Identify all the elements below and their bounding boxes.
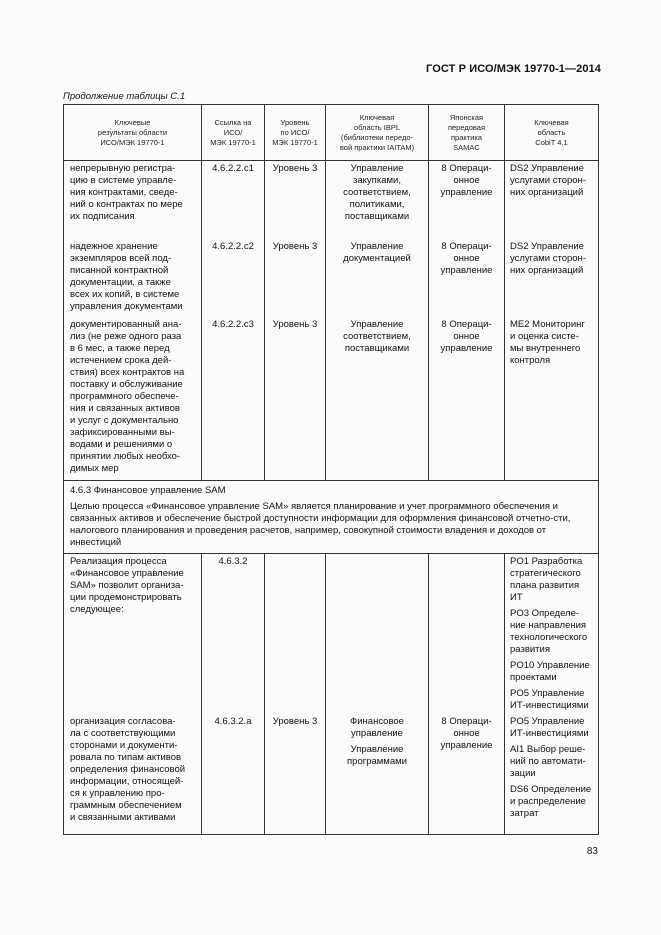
cobit-cell: DS2 Управление услугами сторон- них организаций xyxy=(505,161,599,239)
col-header-samac: Японская передовая практика SAMAC xyxy=(429,105,505,161)
section-description: Целью процесса «Финансовое управление SAM» является планирование и учет программного обеспечения и связанных активов и обеспечение быстрой доступности информации для оформления финансовой отчетно-сти, налогового планирования и проведения расчетов, например, совокупной стоимости владения и доходов от инвестиций xyxy=(70,501,571,548)
table-row xyxy=(64,317,599,481)
col-header-cobit: Ключевая область CobiT 4.1 xyxy=(505,105,599,161)
reference-cell: 4.6.2.2.c3 xyxy=(202,317,265,481)
mapping-table xyxy=(63,104,599,835)
col-header-ibpl: Ключевая область IBPL (библиотеки передо- вой практики IAITAM) xyxy=(326,105,429,161)
cobit-entry: PO5 Управление ИТ-инвестициями xyxy=(510,688,589,711)
col-header-level: Уровень по ИСО/ МЭК 19770-1 xyxy=(265,105,326,161)
ibpl-cell xyxy=(326,714,429,834)
table-row xyxy=(64,554,599,715)
result-cell: организация согласова- ла с соответствующими сторонами и документи- ровала по типам активов определения финансовой информации, относящей- ся к управлению про- граммным обеспечением и связанными активами xyxy=(64,714,202,834)
cobit-cell: DS2 Управление услугами сторон- них организаций xyxy=(505,239,599,317)
level-cell: Уровень 3 xyxy=(265,161,326,239)
reference-cell: 4.6.3.2.a xyxy=(202,714,265,834)
ibpl-cell: Управление соответствием, поставщиками xyxy=(326,317,429,481)
samac-cell: 8 Операци- онное управление xyxy=(429,161,505,239)
level-cell: Уровень 3 xyxy=(265,714,326,834)
samac-cell: 8 Операци- онное управление xyxy=(429,317,505,481)
ibpl-entry: Финансовое управление xyxy=(350,716,404,739)
table-row xyxy=(64,714,599,834)
cobit-entry: PO3 Определе- ние направления технологического развития xyxy=(510,608,588,655)
samac-cell xyxy=(429,554,505,715)
reference-cell: 4.6.3.2 xyxy=(202,554,265,715)
table-row xyxy=(64,161,599,239)
reference-cell: 4.6.2.2.c1 xyxy=(202,161,265,239)
cobit-entry: PO10 Управление проектами xyxy=(510,660,590,683)
result-cell: надежное хранение экземпляров всей под- писанной контрактной документации, а также всех их копий, в системе управления документами xyxy=(64,239,202,317)
result-cell: Реализация процесса «Финансовое управление SAM» позволит организа- ции продемонстрировать следующее: xyxy=(64,554,202,715)
cobit-entry: PO1 Разработка стратегического плана развития ИТ xyxy=(510,556,583,603)
ibpl-cell: Управление закупками, соответствием, политиками, поставщиками xyxy=(326,161,429,239)
ibpl-cell: Управление документацией xyxy=(326,239,429,317)
ibpl-cell xyxy=(326,554,429,715)
reference-cell: 4.6.2.2.c2 xyxy=(202,239,265,317)
standard-header: ГОСТ Р ИСО/МЭК 19770-1—2014 xyxy=(426,63,601,75)
page-number: 83 xyxy=(586,846,598,857)
level-cell: Уровень 3 xyxy=(265,239,326,317)
col-header-reference: Ссылка на ИСО/ МЭК 19770-1 xyxy=(202,105,265,161)
table-header-row xyxy=(64,105,599,161)
result-cell: непрерывную регистра- цию в системе управле- ния контрактами, сведе- ний о контрактах по мере их подписания xyxy=(64,161,202,239)
ibpl-entry: Управление программами xyxy=(347,744,407,767)
section-title: 4.6.3 Финансовое управление SAM xyxy=(70,485,226,496)
result-cell: документированный ана- лиз (не реже одного раза в 6 мес, а также перед истечением срока дей- ствия) всех контрактов на поставку и обслуживание программного обеспече- ния и связанных активов и услуг с документально зафиксированными вы- водами и решениями о принятии любых необхо- димых мер xyxy=(64,317,202,481)
section-row xyxy=(64,481,599,554)
cobit-cell: ME2 Мониторинг и оценка систе- мы внутреннего контроля xyxy=(505,317,599,481)
cobit-cell xyxy=(505,714,599,834)
samac-cell: 8 Операци- онное управление xyxy=(429,714,505,834)
table-caption: Продолжение таблицы С.1 xyxy=(63,91,186,102)
section-cell xyxy=(64,481,599,554)
cobit-cell xyxy=(505,554,599,715)
samac-cell: 8 Операци- онное управление xyxy=(429,239,505,317)
table-row xyxy=(64,239,599,317)
cobit-entry: PO5 Управление ИТ-инвестициями xyxy=(510,716,589,739)
level-cell xyxy=(265,554,326,715)
col-header-results: Ключевые результаты области ИСО/МЭК 19770-1 xyxy=(64,105,202,161)
cobit-entry: DS6 Определение и распределение затрат xyxy=(510,784,592,819)
cobit-entry: AI1 Выбор реше- ний по автомати- зации xyxy=(510,744,586,779)
level-cell: Уровень 3 xyxy=(265,317,326,481)
